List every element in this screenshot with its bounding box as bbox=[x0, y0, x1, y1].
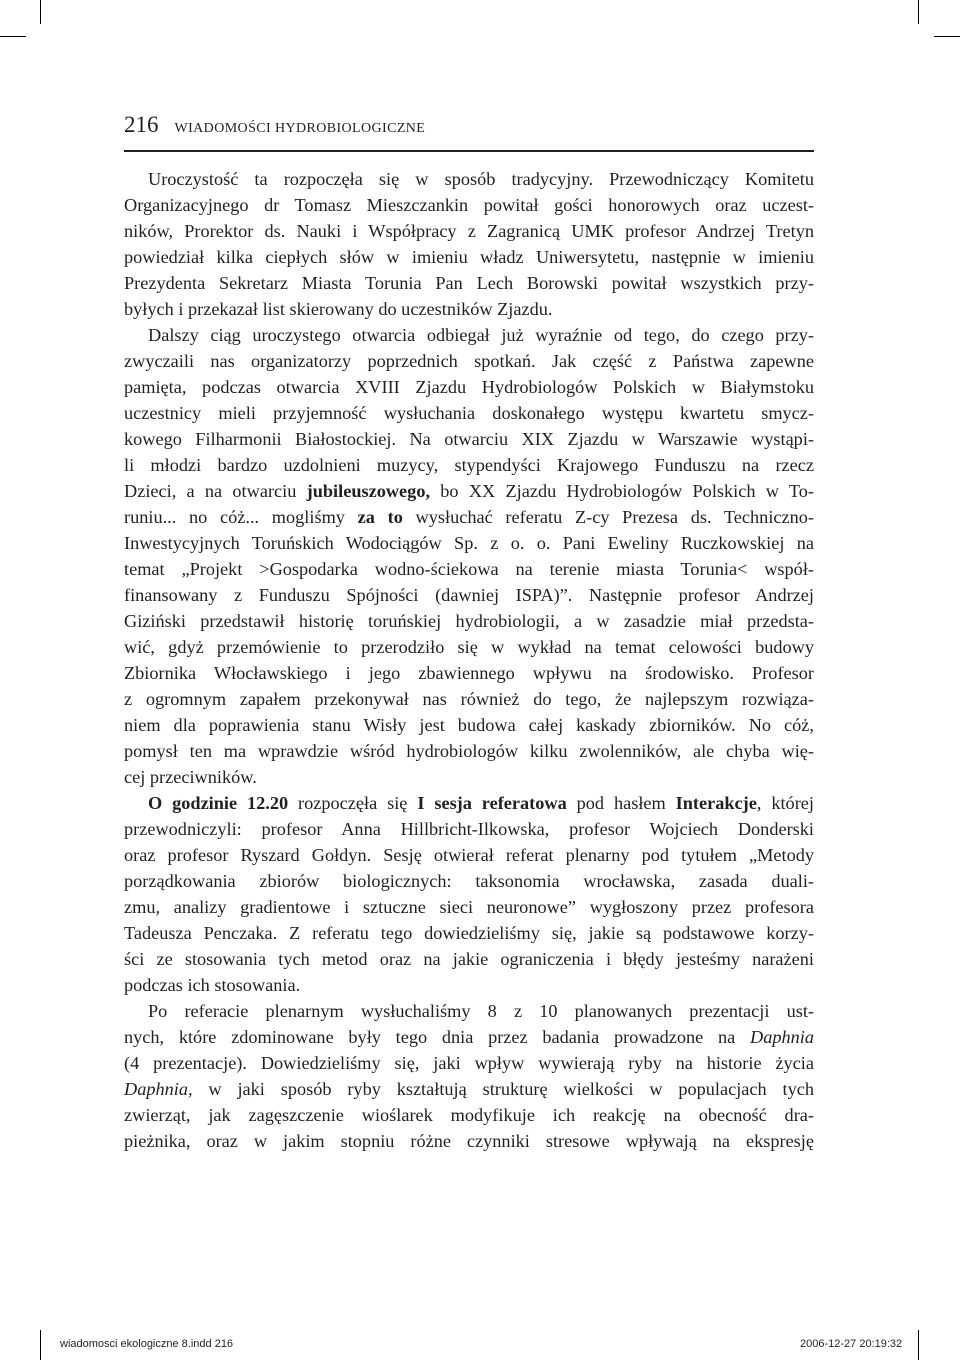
text-line: zmu, analizy gradientowe i sztuczne sieci neuronowe” wygłoszony przez profesora bbox=[124, 897, 814, 917]
text-line: wić, gdyż przemówienie to przerodziło się w wykład na temat celowości budowy bbox=[124, 637, 814, 657]
text-line: ników, Prorektor ds. Nauki i Współpracy z Zagranicą UMK profesor Andrzej Tretyn bbox=[124, 221, 814, 241]
text-line: cej przeciwników. bbox=[124, 767, 257, 787]
text-line: Uroczystość ta rozpoczęła się w sposób tradycyjny. Przewodniczący Komitetu bbox=[148, 169, 814, 189]
text-line: finansowany z Funduszu Spójności (dawniej ISPA)”. Następnie profesor Andrzej bbox=[124, 585, 814, 605]
text-line: O godzinie 12.20 rozpoczęła się I sesja referatowa pod hasłem Interakcje, której bbox=[148, 793, 814, 813]
italic-text: Daphnia bbox=[750, 1027, 814, 1047]
bold-text: Interakcje bbox=[675, 793, 757, 813]
slug-timestamp: 2006-12-27 20:19:32 bbox=[800, 1338, 903, 1350]
crop-mark bbox=[40, 1330, 41, 1360]
text-line: Tadeusza Penczaka. Z referatu tego dowiedzieliśmy się, jakie są podstawowe korzy- bbox=[124, 923, 814, 943]
text-line: temat „Projekt >Gospodarka wodno-ściekowa na terenie miasta Torunia< współ- bbox=[124, 559, 814, 579]
text-line: uczestnicy mieli przyjemność wysłuchania doskonałego występu kwartetu smycz- bbox=[124, 403, 814, 423]
page-number: 216 bbox=[124, 112, 159, 137]
text-line: li młodzi bardzo uzdolnieni muzycy, stypendyści Krajowego Funduszu na rzecz bbox=[124, 455, 814, 475]
italic-text: Daphnia, bbox=[124, 1079, 193, 1099]
text-line: ści ze stosowania tych metod oraz na jakie ograniczenia i błędy jesteśmy narażeni bbox=[124, 949, 814, 969]
text-line: zwyczaili nas organizatorzy poprzednich spotkań. Jak część z Państwa zapewne bbox=[124, 351, 814, 371]
text-line: powiedział kilka ciepłych słów w imieniu władz Uniwersytetu, następnie w imieniu bbox=[124, 247, 814, 267]
header-rule bbox=[124, 150, 814, 152]
journal-title: WIADOMOŚCI HYDROBIOLOGICZNE bbox=[174, 121, 426, 136]
text-line: podczas ich stosowania. bbox=[124, 975, 301, 995]
bold-text: I sesja referatowa bbox=[417, 793, 567, 813]
text-line: porządkowania zbiorów biologicznych: taksonomia wrocławska, zasada duali- bbox=[124, 871, 814, 891]
crop-mark bbox=[0, 36, 26, 37]
text-line: z ogromnym zapałem przekonywał nas również do tego, że najlepszym rozwiąza- bbox=[124, 689, 814, 709]
crop-mark bbox=[934, 36, 960, 37]
text-line: Zbiornika Włocławskiego i jego zbawiennego wpływu na środowisko. Profesor bbox=[124, 663, 814, 683]
text-line: Po referacie plenarnym wysłuchaliśmy 8 z 10 planowanych prezentacji ust- bbox=[148, 1001, 814, 1021]
text-line: pomysł ten ma wprawdzie wśród hydrobiologów kilku zwolenników, ale chyba wię- bbox=[124, 741, 814, 761]
bold-text: jubileuszowego, bbox=[306, 481, 431, 501]
crop-mark bbox=[918, 1330, 919, 1360]
text-line: Organizacyjnego dr Tomasz Mieszczankin powitał gości honorowych oraz uczest- bbox=[124, 195, 814, 215]
text-line: Dzieci, a na otwarciu jubileuszowego, bo XX Zjazdu Hydrobiologów Polskich w To- bbox=[124, 481, 814, 501]
text-line: niem dla poprawienia stanu Wisły jest budowa całej kaskady zbiorników. No cóż, bbox=[124, 715, 814, 735]
crop-mark bbox=[40, 0, 41, 24]
text-line: przewodniczyli: profesor Anna Hillbricht-Ilkowska, profesor Wojciech Donderski bbox=[124, 819, 814, 839]
bold-text: za to bbox=[357, 507, 403, 527]
crop-mark bbox=[918, 0, 919, 24]
bold-text: O godzinie 12.20 bbox=[148, 793, 289, 813]
text-line: Giziński przedstawił historię toruńskiej hydrobiologii, a w zasadzie miał przedsta- bbox=[124, 611, 814, 631]
text-line: runiu... no cóż... mogliśmy za to wysłuchać referatu Z-cy Prezesa ds. Techniczno- bbox=[124, 507, 814, 527]
text-line: Prezydenta Sekretarz Miasta Torunia Pan Lech Borowski powitał wszystkich przy- bbox=[124, 273, 814, 293]
text-line: pamięta, podczas otwarcia XVIII Zjazdu Hydrobiologów Polskich w Białymstoku bbox=[124, 377, 814, 397]
text-line: zwierząt, jak zagęszczenie wioślarek modyfikuje ich reakcję na obecność dra- bbox=[124, 1105, 814, 1125]
text-line: pieżnika, oraz w jakim stopniu różne czynniki stresowe wpływają na ekspresję bbox=[124, 1131, 814, 1151]
text-line: oraz profesor Ryszard Gołdyn. Sesję otwierał referat plenarny pod tytułem „Metody bbox=[124, 845, 814, 865]
text-line: byłych i przekazał list skierowany do uczestników Zjazdu. bbox=[124, 299, 553, 319]
text-line: (4 prezentacje). Dowiedzieliśmy się, jaki wpływ wywierają ryby na historie życia bbox=[124, 1053, 814, 1073]
slug-file-name: wiadomosci ekologiczne 8.indd 216 bbox=[60, 1338, 234, 1350]
text-line: Daphnia, w jaki sposób ryby kształtują strukturę wielkości w populacjach tych bbox=[124, 1079, 814, 1099]
article-body bbox=[124, 166, 814, 1154]
text-line: nych, które zdominowane były tego dnia przez badania prowadzone na Daphnia bbox=[124, 1027, 814, 1047]
text-line: kowego Filharmonii Białostockiej. Na otwarciu XIX Zjazdu w Warszawie wystąpi- bbox=[124, 429, 814, 449]
running-head bbox=[124, 112, 814, 138]
text-line: Dalszy ciąg uroczystego otwarcia odbiegał już wyraźnie od tego, do czego przy- bbox=[148, 325, 814, 345]
text-line: Inwestycyjnych Toruńskich Wodociągów Sp. z o. o. Pani Eweliny Ruczkowskiej na bbox=[124, 533, 814, 553]
